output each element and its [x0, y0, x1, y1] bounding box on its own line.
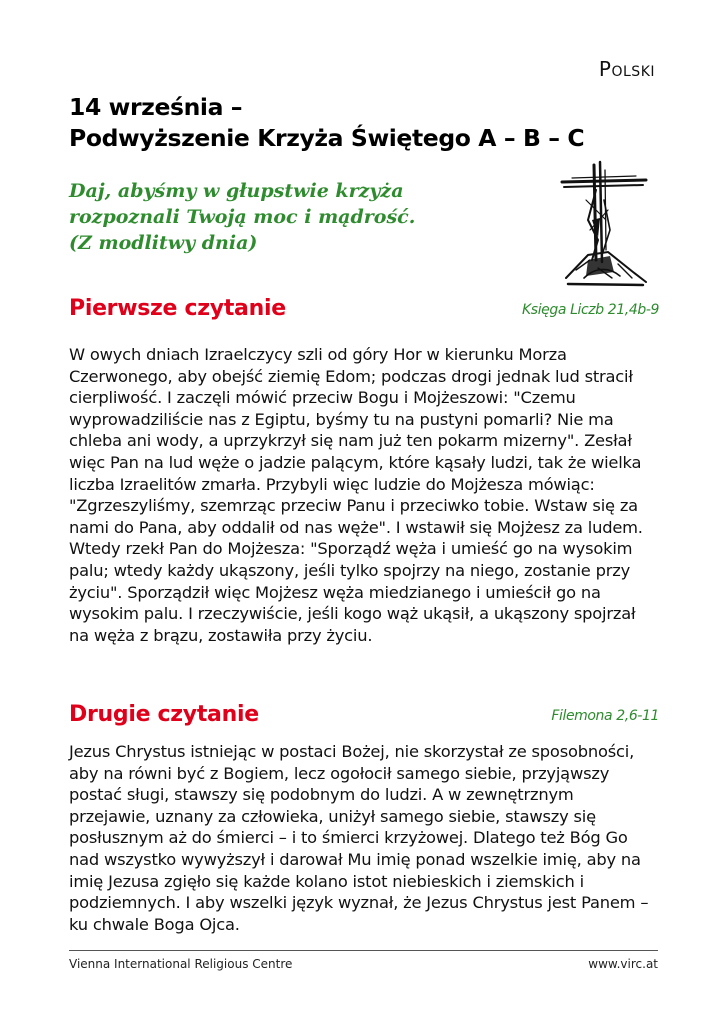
prayer-source: (Z modlitwy dnia) — [69, 232, 258, 254]
cross-illustration-icon — [548, 160, 658, 290]
reading-2-text: Jezus Chrystus istniejąc w postaci Bożej, nie skorzystał ze sposobności, aby na równi być z Bogiem, lecz ogołocił samego siebie, przyjąwszy postać sługi, stawszy się podobnym do ludzi. A w zewnętrznym przejawie, uznany za człowieka, uniżył samego siebie, stawszy się posłusznym aż do śmierci – i to śmierci krzyżowej. Dlatego też Bóg Go nad wszystko wywyższył i darował Mu imię ponad wszelkie imię, aby na imię Jezusa zgięło się każde kolano istot niebieskich i ziemskich i podziemnych. I aby wszelki język wyznał, że Jezus Chrystus jest Panem – ku chwale Boga Ojca. — [69, 742, 649, 934]
reading-1-header — [69, 289, 659, 321]
footer-website-link[interactable]: www.virc.at — [588, 957, 658, 971]
title-line-1: 14 września – — [69, 93, 243, 121]
reading-2-reference: Filemona 2,6-11 — [551, 708, 659, 724]
reading-2-header — [69, 695, 659, 727]
title-line-2: Podwyższenie Krzyża Świętego A – B – C — [69, 124, 585, 152]
footer-divider — [69, 950, 658, 951]
reading-1-reference: Księga Liczb 21,4b-9 — [522, 302, 659, 318]
footer-organization: Vienna International Religious Centre — [69, 957, 293, 971]
reading-2-title: Drugie czytanie — [69, 702, 259, 727]
page-title — [69, 92, 669, 154]
prayer-line-1: Daj, abyśmy w głupstwie krzyża — [69, 180, 404, 202]
prayer-quote — [69, 178, 489, 256]
prayer-line-2: rozpoznali Twoją moc i mądrość. — [69, 206, 416, 228]
reading-1-text: W owych dniach Izraelczycy szli od góry Hor w kierunku Morza Czerwonego, aby obejść ziemię Edom; podczas drogi jednak lud stracił cierpliwość. I zaczęli mówić przeciw Bogu i Mojżeszowi: "Czemu wyprowadziliście nas z Egiptu, byśmy tu na pustyni pomarli? Nie ma chleba ani wody, a uprzykrzył się nam już ten pokarm mizerny". Zesłał więc Pan na lud węże o jadzie palącym, które kąsały ludzi, tak że wielka liczba Izraelitów zmarła. Przybyli więc ludzie do Mojżesza mówiąc: "Zgrzeszyliśmy, szemrząc przeciw Panu i przeciwko tobie. Wstaw się za nami do Pana, aby oddalił od nas węże". I wstawił się Mojżesz za ludem. Wtedy rzekł Pan do Mojżesza: "Sporządź węża i umieść go na wysokim palu; wtedy każdy ukąszony, jeśli tylko spojrzy na niego, zostanie przy życiu". Sporządził więc Mojżesz węża miedzianego i umieścił go na wysokim palu. I rzeczywiście, jeśli kogo wąż ukąsił, a ukąszony spojrzał na węża z brązu, zostawiła przy życiu. — [69, 345, 643, 645]
reading-1-title: Pierwsze czytanie — [69, 296, 286, 321]
language-label: Polski — [598, 57, 655, 81]
